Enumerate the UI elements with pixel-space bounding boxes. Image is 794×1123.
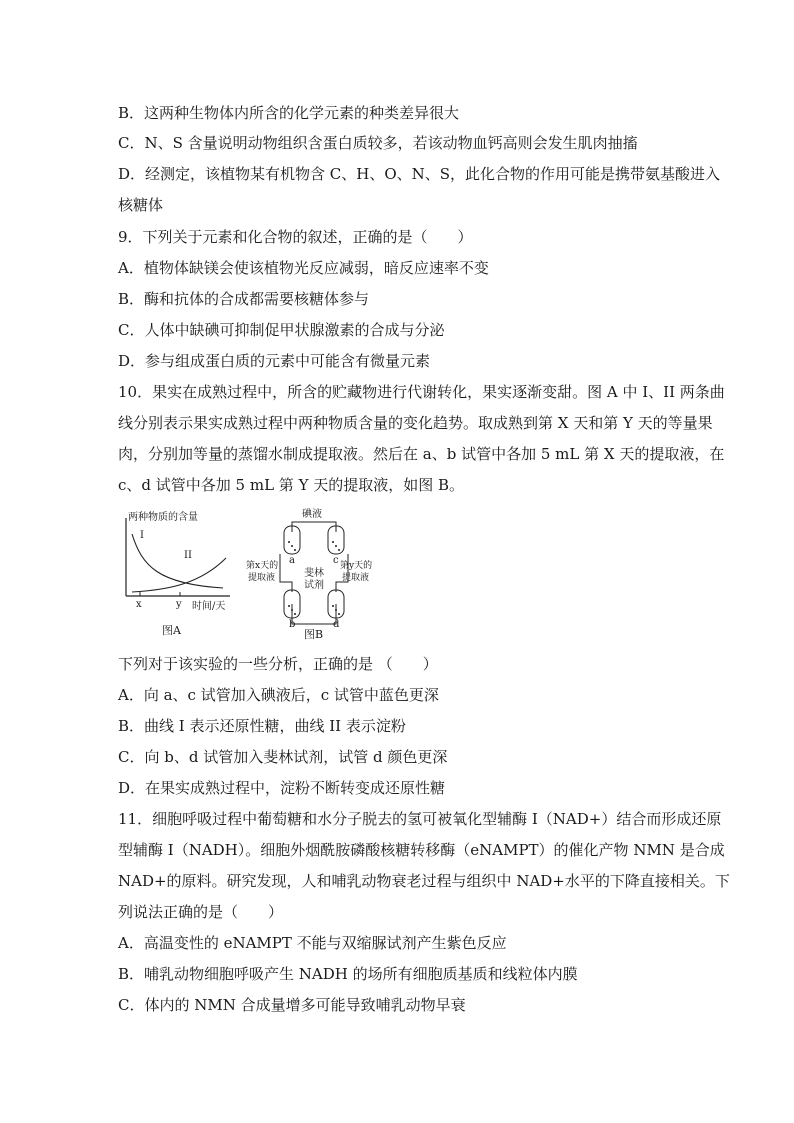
q11-stem-line3: NAD+的原料。研究发现，人和哺乳动物衰老过程与组织中 NAD+水平的下降直接相关。下 (118, 872, 730, 890)
fig-b-left-label-1: 第x天的 (246, 561, 279, 571)
q11-stem-line4: 列说法正确的是（ ） (118, 903, 284, 921)
q11-option-a: A．高温变性的 eNAMPT 不能与双缩脲试剂产生紫色反应 (118, 934, 507, 952)
tube-d-liquid (332, 605, 334, 607)
q10-option-c: C．向 b、d 试管加入斐林试剂，试管 d 颜色更深 (118, 748, 448, 766)
fig-b-right-label-2: 提取液 (342, 573, 370, 583)
tube-a-liquid (294, 549, 296, 551)
fig-a-curve-ii-label: II (184, 550, 192, 561)
fig-a-xlabel: 时间/天 (192, 601, 226, 612)
q10-option-a: A．向 a、c 试管加入碘液后，c 试管中蓝色更深 (118, 686, 439, 704)
tube-c-liquid (338, 549, 340, 551)
q10-option-b: B．曲线 I 表示还原性糖，曲线 II 表示淀粉 (118, 717, 406, 735)
fig-a-curve-i (132, 534, 223, 588)
q8-option-c: C．N、S 含量说明动物组织含蛋白质较多，若该动物血钙高则会发生肌肉抽搐 (118, 134, 638, 152)
q8-option-d-line1: D．经测定，该植物某有机物含 C、H、O、N、S，此化合物的作用可能是携带氨基酸进入 (118, 165, 721, 183)
q10-stem-line2: 线分别表示果实成熟过程中两种物质含量的变化趋势。取成熟到第 X 天和第 Y 天的等量果 (118, 414, 713, 432)
tube-c-liquid (332, 541, 334, 543)
q10-stem-line1: 10．果实在成熟过程中，所含的贮藏物进行代谢转化，果实逐渐变甜。图 A 中 I、II 两条曲 (118, 383, 725, 401)
q9-option-d: D．参与组成蛋白质的元素中可能含有微量元素 (118, 352, 431, 370)
tube-a-liquid (288, 541, 290, 543)
fig-b-iodine-arrows (292, 522, 336, 532)
q10-question: 下列对于该实验的一些分析，正确的是 （ ） (118, 655, 438, 673)
q11-option-b: B．哺乳动物细胞呼吸产生 NADH 的场所有细胞质基质和线粒体内膜 (118, 965, 578, 983)
q11-stem-line2: 型辅酶 I（NADH）。细胞外烟酰胺磷酸核糖转移酶（eNAMPT）的催化产物 NMN 是合成 (118, 841, 725, 859)
fig-b-tube-b-label: b (289, 619, 296, 630)
q11-option-c: C．体内的 NMN 合成量增多可能导致哺乳动物早衰 (118, 996, 466, 1014)
tube-b-liquid (294, 613, 296, 615)
fig-a-ylabel: 两种物质的含量 (128, 512, 198, 523)
fig-a-y-tick: y (176, 599, 182, 610)
fig-b-tube-a-label: a (289, 555, 295, 566)
q9-option-c: C．人体中缺碘可抑制促甲状腺激素的合成与分泌 (118, 321, 445, 339)
fig-b-fehling-label-2: 试剂 (304, 580, 324, 591)
fig-b-left-label-2: 提取液 (248, 573, 276, 583)
fig-b-fehling-label-1: 斐林 (304, 568, 324, 579)
tube-b-liquid (291, 609, 293, 611)
tube-c-liquid (335, 545, 337, 547)
tube-b-liquid (288, 605, 290, 607)
fig-a-curve-i-label: I (140, 530, 144, 541)
fig-b-tube-d-label: d (333, 619, 340, 630)
fig-b-tube-c-label: c (333, 555, 339, 566)
q9-option-a: A．植物体缺镁会使该植物光反应减弱，暗反应速率不变 (118, 259, 489, 277)
q9-stem: 9．下列关于元素和化合物的叙述，正确的是（ ） (118, 228, 473, 246)
fig-b-fehling-arrows (292, 604, 336, 624)
q10-stem-line3: 肉，分别加等量的蒸馏水制成提取液。然后在 a、b 试管中各加 5 mL 第 X 天的提取液，在 (118, 445, 725, 463)
fig-b-right-label-1: 第y天的 (340, 561, 373, 571)
fig-a-x-tick: x (136, 599, 142, 610)
tube-d-liquid (338, 613, 340, 615)
q11-stem-line1: 11．细胞呼吸过程中葡萄糖和水分子脱去的氢可被氧化型辅酶 I（NAD+）结合而形成还原 (118, 810, 722, 828)
q9-option-b: B．酶和抗体的合成都需要核糖体参与 (118, 290, 370, 308)
fig-b-caption: 图B (304, 628, 324, 640)
fig-b-iodine-label: 碘液 (302, 509, 322, 520)
figure-b (244, 506, 384, 640)
figure-a (118, 508, 248, 640)
q8-option-b: B．这两种生物体内所含的化学元素的种类差异很大 (118, 104, 460, 122)
q10-option-d: D．在果实成熟过程中，淀粉不断转变成还原性糖 (118, 779, 446, 797)
q10-stem-line4: c、d 试管中各加 5 mL 第 Y 天的提取液，如图 B。 (118, 476, 465, 494)
tube-a-liquid (291, 545, 293, 547)
fig-a-caption: 图A (162, 624, 181, 637)
tube-d-liquid (335, 609, 337, 611)
q8-option-d-line2: 核糖体 (118, 196, 164, 214)
